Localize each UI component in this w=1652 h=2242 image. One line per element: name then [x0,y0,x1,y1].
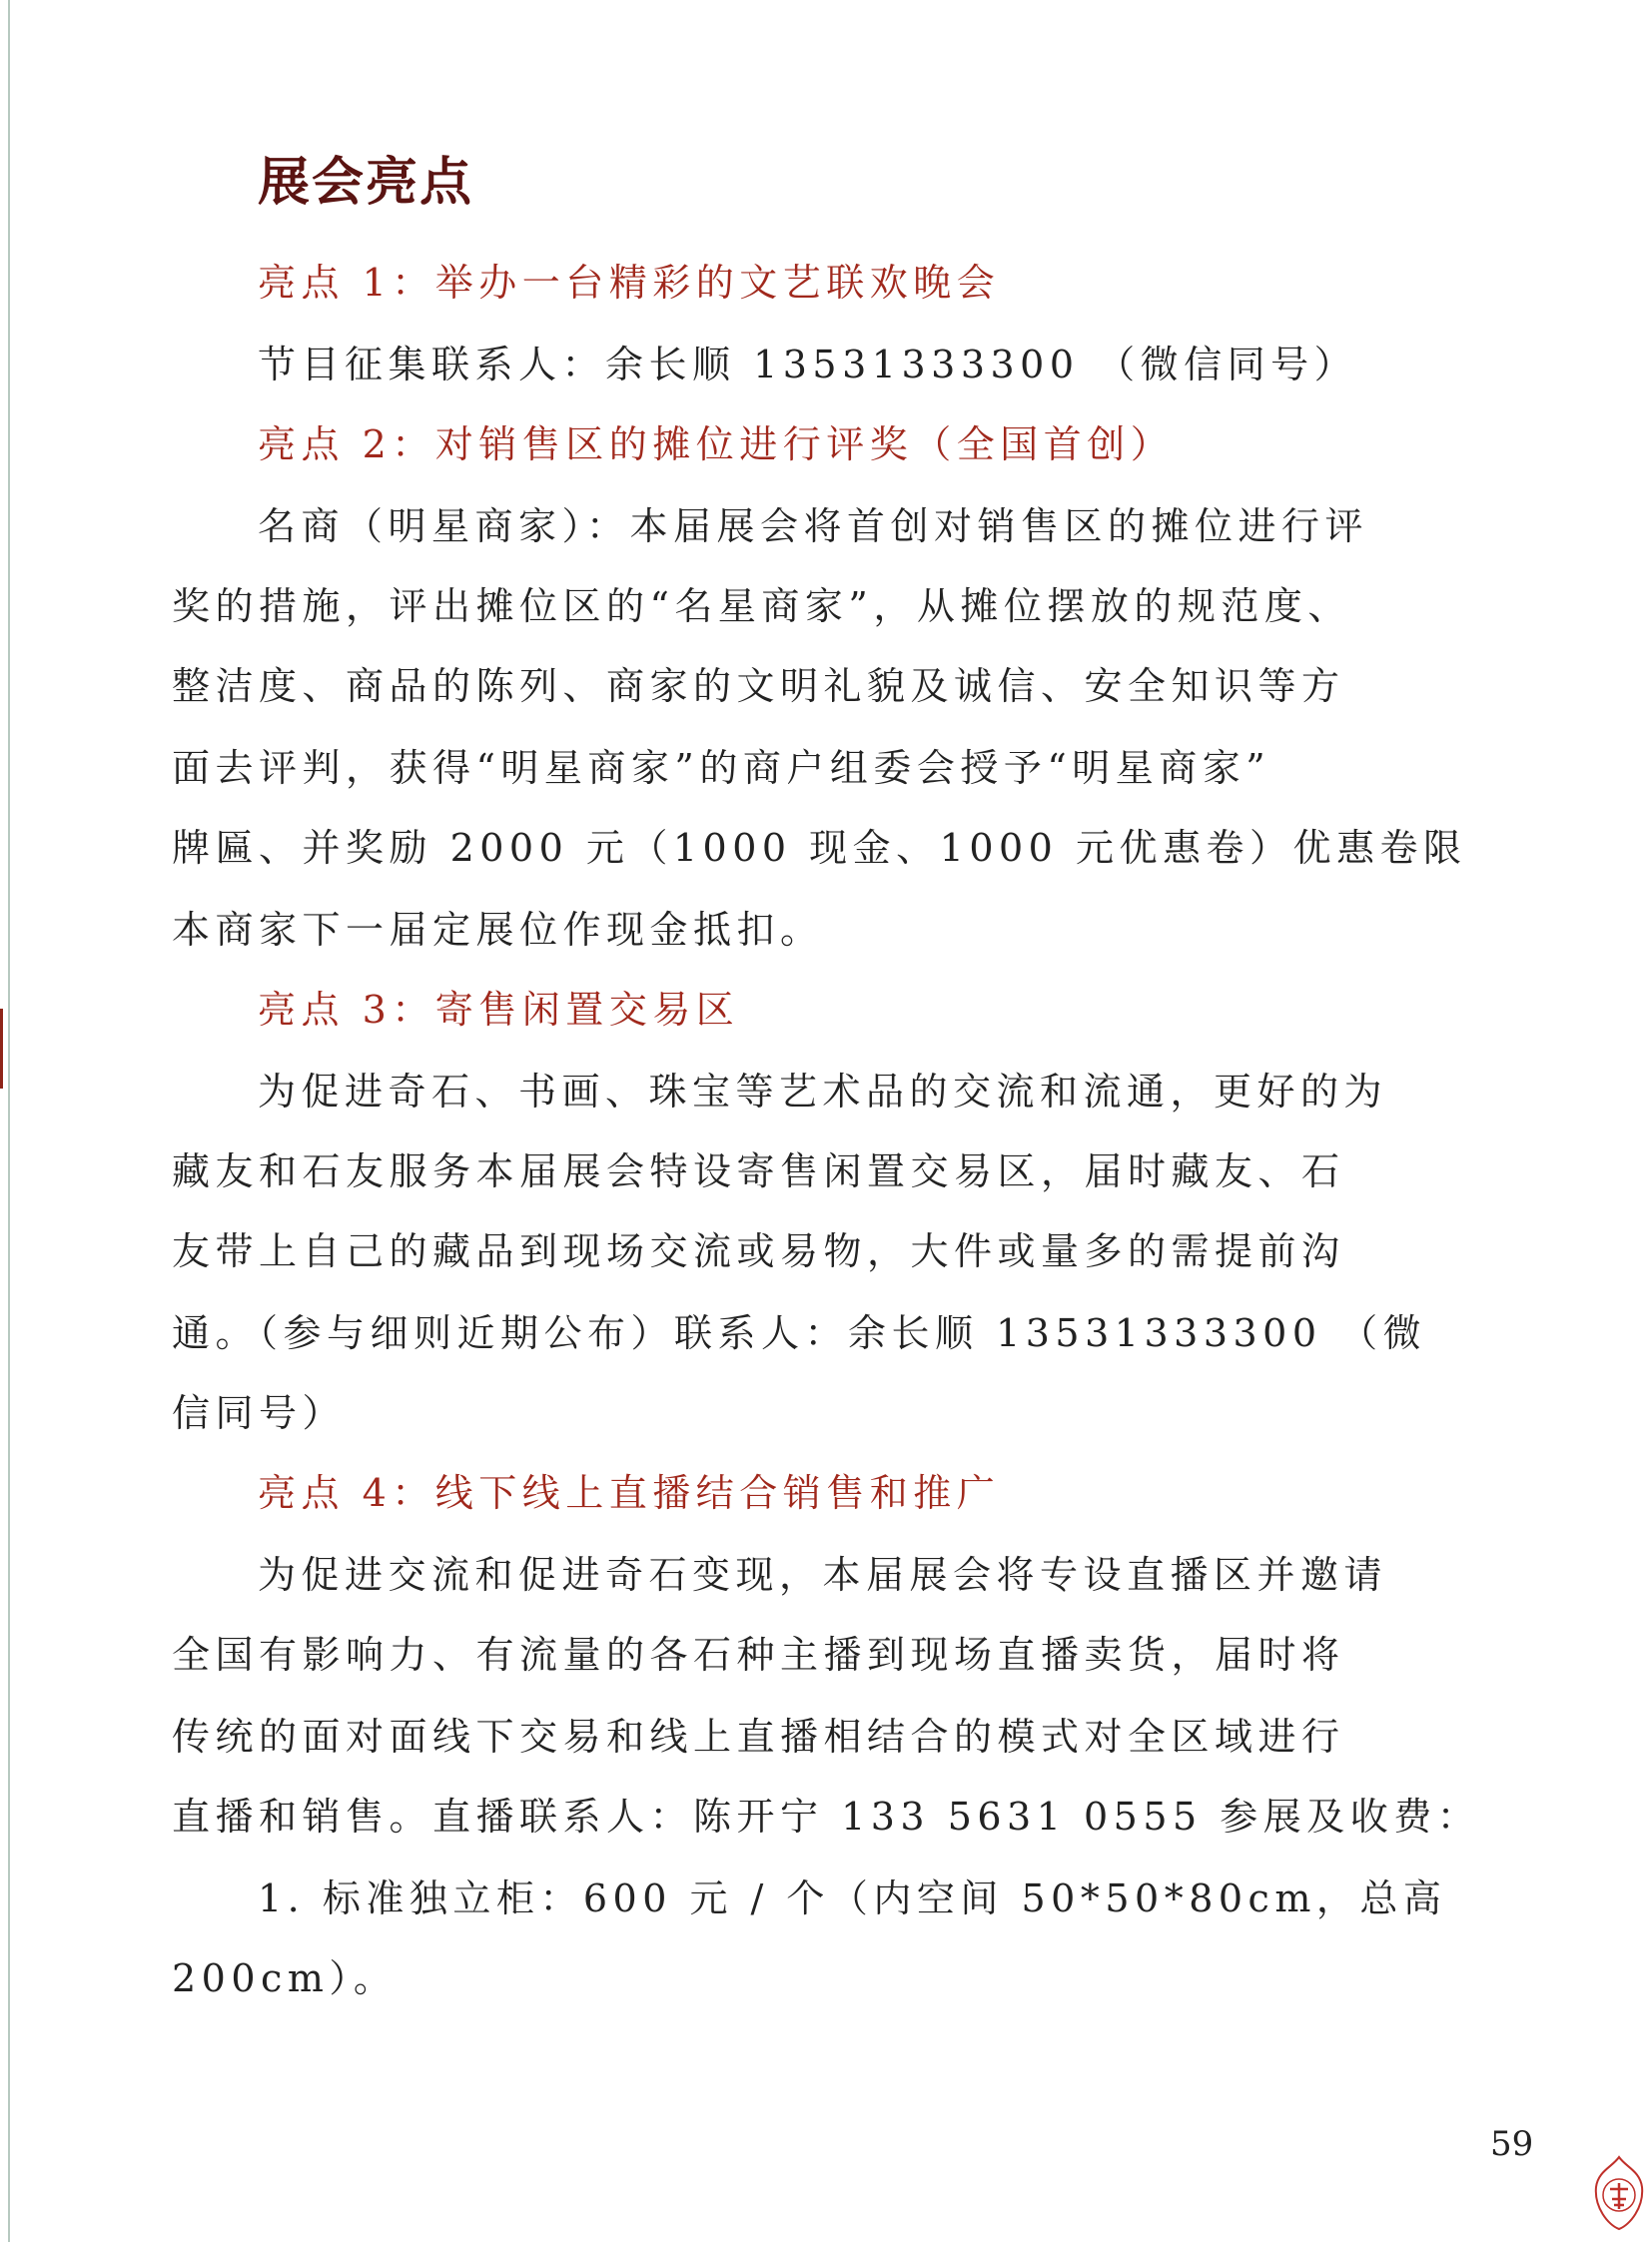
highlight-2-body-line: 本商家下一届定展位作现金抵扣。 [172,908,824,952]
highlight-4-body-line: 1. 标准独立柜：600 元 / 个（内空间 50*50*80cm，总高 [258,1876,1447,1920]
highlight-1-heading: 亮点 1：举办一台精彩的文艺联欢晚会 [258,261,1001,305]
highlight-2-body-line: 牌匾、并奖励 2000 元（1000 现金、1000 元优惠卷）优惠卷限 [172,826,1467,870]
highlight-3-body-line: 友带上自己的藏品到现场交流或易物，大件或量多的需提前沟 [172,1229,1345,1273]
highlight-3-body-line: 通。（参与细则近期公布）联系人：余长顺 13531333300 （微 [172,1311,1427,1355]
highlight-3-body-line: 信同号） [172,1391,347,1435]
highlight-3-body-line: 藏友和石友服务本届展会特设寄售闲置交易区，届时藏友、石 [172,1149,1345,1193]
highlight-4-body-line: 为促进交流和促进奇石变现，本届展会将专设直播区并邀请 [258,1553,1388,1597]
highlight-4-body-line: 200cm）。 [172,1956,398,2000]
highlight-2-body-line: 名商（明星商家）：本届展会将首创对销售区的摊位进行评 [258,504,1369,548]
left-edge-rule [8,0,10,2242]
highlight-4-body-line: 直播和销售。直播联系人：陈开宁 133 5631 0555 参展及收费： [172,1795,1481,1839]
highlight-2-body-line: 奖的措施，评出摊位区的“名星商家”，从摊位摆放的规范度、 [172,584,1351,628]
left-edge-marker [0,1009,3,1089]
highlight-3-heading: 亮点 3：寄售闲置交易区 [258,988,740,1032]
highlight-1-contact: 节目征集联系人：余长顺 13531333300 （微信同号） [258,343,1358,386]
highlight-2-heading: 亮点 2：对销售区的摊位进行评奖（全国首创） [258,422,1175,466]
highlight-4-heading: 亮点 4：线下线上直播结合销售和推广 [258,1471,1001,1515]
highlight-3-body-line: 为促进奇石、书画、珠宝等艺术品的交流和流通，更好的为 [258,1070,1388,1114]
highlight-2-body-line: 面去评判，获得“明星商家”的商户组委会授予“明星商家” [172,746,1271,790]
watermark-logo-icon [1590,2153,1648,2233]
page-title: 展会亮点 [258,152,474,213]
highlight-4-body-line: 传统的面对面线下交易和线上直播相结合的模式对全区域进行 [172,1715,1345,1759]
highlight-2-body-line: 整洁度、商品的陈列、商家的文明礼貌及诚信、安全知识等方 [172,664,1345,708]
highlight-4-body-line: 全国有影响力、有流量的各石种主播到现场直播卖货，届时将 [172,1633,1345,1677]
page-number: 59 [1490,2124,1534,2164]
